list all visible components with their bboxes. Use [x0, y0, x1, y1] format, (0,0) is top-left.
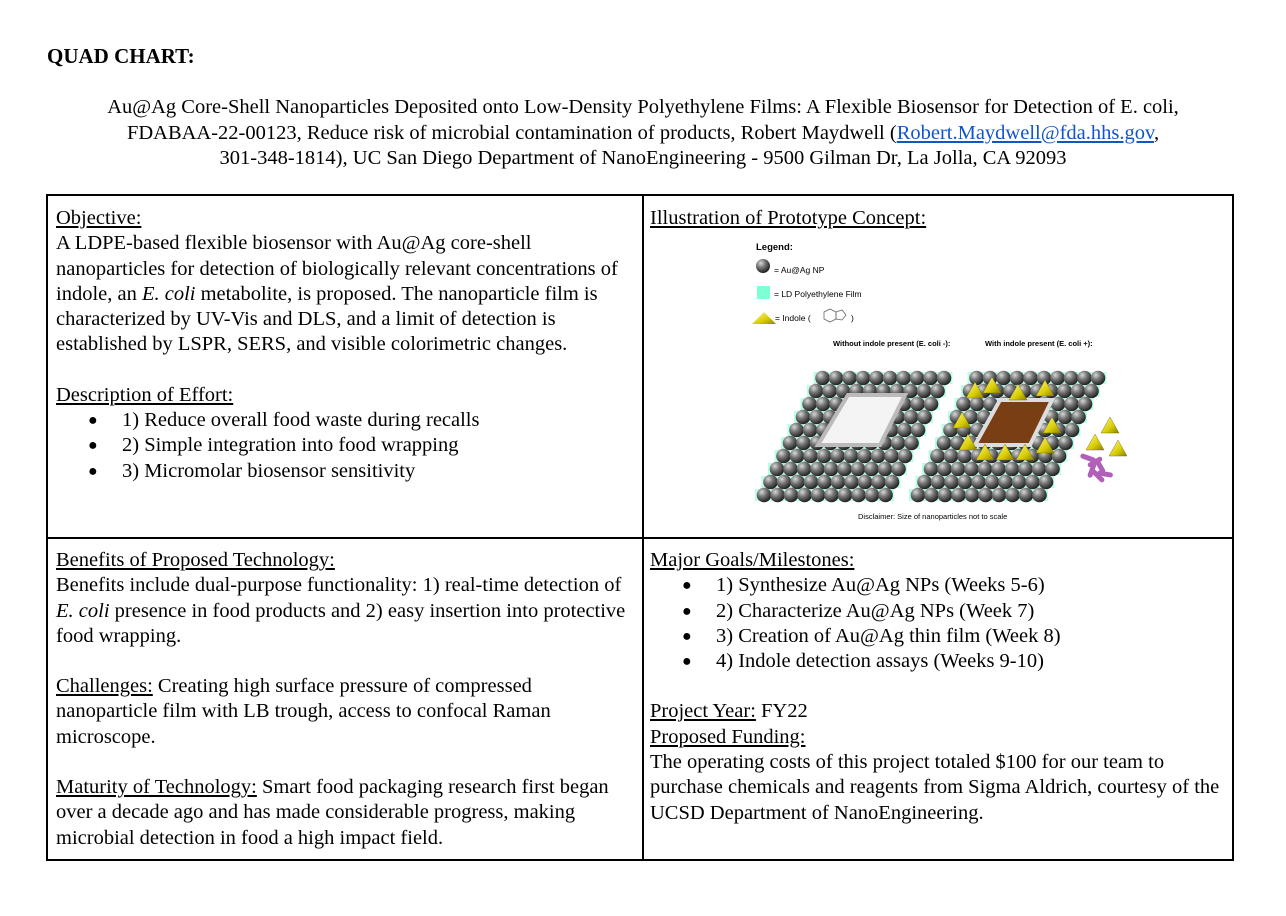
- nanoparticle-films: [755, 371, 1107, 503]
- indole-molecule: [1101, 417, 1119, 433]
- nanoparticle: [789, 423, 804, 438]
- indole-molecule: [1109, 440, 1127, 456]
- nanoparticle: [931, 475, 946, 490]
- illustration-cell: [650, 206, 1230, 231]
- email-link[interactable]: Robert.Maydwell@fda.hhs.gov: [896, 121, 1154, 144]
- nanoparticle: [917, 410, 932, 425]
- nanoparticle: [871, 449, 886, 464]
- nanoparticle: [1064, 397, 1079, 412]
- nanoparticle: [830, 449, 845, 464]
- nanoparticle: [884, 449, 899, 464]
- nanoparticle: [930, 449, 945, 464]
- nanoparticle: [956, 397, 971, 412]
- objective-heading: Objective:: [56, 207, 142, 229]
- nanoparticle: [1032, 462, 1047, 477]
- list-item: ● 3) Micromolar biosensor sensitivity: [56, 459, 636, 484]
- list-item: ● 2) Characterize Au@Ag NPs (Week 7): [650, 599, 1230, 624]
- funding-text: The operating costs of this project totaled $100 for our team to purchase chemicals and reagents from Sigma Aldrich, courtesy of the UCSD Department of NanoEngineering.: [650, 751, 1220, 824]
- nanoparticle: [865, 488, 880, 503]
- header-line-1: Au@Ag Core-Shell Nanoparticles Deposited onto Low-Density Polyethylene Films: A Flexible Biosensor for Detection of E. coli,: [107, 96, 1179, 118]
- nanoparticle: [1025, 475, 1040, 490]
- description-list: [56, 408, 636, 484]
- indole-legend-icon: [752, 312, 776, 324]
- legend-indole-suffix: ): [851, 313, 854, 323]
- nanoparticle: [904, 436, 919, 451]
- nanoparticle: [970, 397, 985, 412]
- list-item: ● 3) Creation of Au@Ag thin film (Week 8): [650, 624, 1230, 649]
- nanoparticle: [777, 475, 792, 490]
- nanoparticle-legend-icon: [756, 259, 770, 273]
- nanoparticle: [817, 475, 832, 490]
- nanoparticle: [810, 462, 825, 477]
- nanoparticle: [1023, 371, 1038, 386]
- nanoparticle: [817, 449, 832, 464]
- nanoparticle: [1064, 371, 1079, 386]
- project-year-value: FY22: [755, 700, 808, 723]
- nanoparticle: [838, 488, 853, 503]
- legend-indole-label: = Indole (: [775, 313, 811, 323]
- nanoparticle: [796, 410, 811, 425]
- objective-text-a: A LDPE-based flexible biosensor with Au@Ag core-shell nanoparticles for detection of biologically relevant concentrations of indole, an: [56, 232, 618, 305]
- nanoparticle: [809, 410, 824, 425]
- list-item: ● 2) Simple integration into food wrapping: [56, 433, 636, 458]
- nanoparticle: [1019, 488, 1034, 503]
- nanoparticle: [871, 475, 886, 490]
- nanoparticle: [776, 449, 791, 464]
- nanoparticle: [957, 449, 972, 464]
- nanoparticle: [924, 488, 939, 503]
- nanoparticle: [911, 423, 926, 438]
- column-divider: [642, 196, 644, 859]
- nanoparticle: [851, 462, 866, 477]
- nanoparticle: [878, 462, 893, 477]
- benefits-text-a: Benefits include dual-purpose functionality: 1) real-time detection of: [56, 574, 622, 597]
- nanoparticle: [978, 488, 993, 503]
- nanoparticle: [802, 397, 817, 412]
- nanoparticle: [896, 371, 911, 386]
- nanoparticle: [917, 475, 932, 490]
- prototype-illustration: [700, 230, 1130, 525]
- nanoparticle: [824, 488, 839, 503]
- challenges-text: Creating high surface pressure of compressed nanoparticle film with LB trough, access to confocal Raman microscope.: [56, 675, 551, 748]
- nanoparticle: [831, 475, 846, 490]
- nanoparticle: [783, 436, 798, 451]
- nanoparticle: [978, 462, 993, 477]
- challenges-heading: Challenges:: [56, 675, 153, 698]
- nanoparticle: [910, 371, 925, 386]
- goals-cell: [650, 548, 1230, 826]
- nanoparticle: [858, 475, 873, 490]
- nanoparticle: [991, 462, 1006, 477]
- header-line-2-text: FDABAA-22-00123, Reduce risk of microbial contamination of products, Robert Maydwell (: [126, 121, 897, 144]
- nanoparticle: [1091, 371, 1106, 386]
- nanoparticle: [944, 449, 959, 464]
- nanoparticle: [809, 384, 824, 399]
- nanoparticle: [937, 436, 952, 451]
- nanoparticle: [944, 475, 959, 490]
- nanoparticle: [770, 488, 785, 503]
- benefits-cell: [56, 548, 636, 851]
- label-with-indole: With indole present (E. coli +):: [985, 339, 1093, 348]
- nanoparticle: [969, 371, 984, 386]
- nanoparticle: [891, 462, 906, 477]
- nanoparticle: [790, 475, 805, 490]
- goals-list: [650, 573, 1230, 674]
- list-item: ● 1) Synthesize Au@Ag NPs (Weeks 5-6): [650, 573, 1230, 598]
- nanoparticle: [1084, 384, 1099, 399]
- nanoparticle: [923, 371, 938, 386]
- disclaimer-text: Disclaimer: Size of nanoparticles not to scale: [858, 512, 1008, 521]
- nanoparticle: [996, 371, 1011, 386]
- nanoparticle: [1058, 436, 1073, 451]
- nanoparticle: [803, 423, 818, 438]
- funding-heading: Proposed Funding:: [650, 725, 806, 748]
- nanoparticle: [938, 488, 953, 503]
- nanoparticle: [1052, 449, 1067, 464]
- nanoparticle: [837, 462, 852, 477]
- nanoparticle: [844, 475, 859, 490]
- benefits-text-italic: E. coli: [56, 599, 110, 622]
- nanoparticle: [1005, 488, 1020, 503]
- nanoparticle: [964, 462, 979, 477]
- illustration-heading: Illustration of Prototype Concept:: [650, 207, 927, 229]
- nanoparticle: [878, 488, 893, 503]
- nanoparticle: [924, 397, 939, 412]
- nanoparticle: [910, 397, 925, 412]
- nanoparticle: [1039, 475, 1054, 490]
- nanoparticle: [1078, 397, 1093, 412]
- nanoparticle: [1005, 462, 1020, 477]
- nanoparticle: [783, 462, 798, 477]
- description-heading: Description of Effort:: [56, 383, 234, 406]
- nanoparticle: [851, 488, 866, 503]
- nanoparticle: [856, 371, 871, 386]
- header-line-2: [40, 121, 1246, 147]
- nanoparticle: [951, 462, 966, 477]
- nanoparticle: [1071, 384, 1086, 399]
- nanoparticle: [1071, 410, 1086, 425]
- nanoparticle: [797, 488, 812, 503]
- indole-molecule: [1086, 434, 1104, 450]
- nanoparticle: [869, 371, 884, 386]
- nanoparticle: [1058, 410, 1073, 425]
- nanoparticle: [803, 449, 818, 464]
- nanoparticle: [965, 488, 980, 503]
- indole-structure-icon: [824, 309, 846, 322]
- header-line-2-suffix: ,: [1153, 121, 1160, 144]
- header-line-3: 301-348-1814), UC San Diego Department of NanoEngineering - 9500 Gilman Dr, La Jolla, CA 92093: [219, 147, 1067, 169]
- nanoparticle: [757, 488, 772, 503]
- nanoparticle: [824, 462, 839, 477]
- nanoparticle: [784, 488, 799, 503]
- nanoparticle: [971, 475, 986, 490]
- nanoparticle: [937, 462, 952, 477]
- nanoparticle: [770, 462, 785, 477]
- objective-cell: [56, 206, 636, 484]
- benefits-heading: Benefits of Proposed Technology:: [56, 549, 335, 571]
- nanoparticle: [917, 384, 932, 399]
- list-item: ● 1) Reduce overall food waste during recalls: [56, 408, 636, 433]
- project-year-label: Project Year:: [650, 700, 756, 723]
- nanoparticle: [796, 436, 811, 451]
- objective-text-italic: E. coli: [141, 282, 196, 305]
- film-legend-icon: [757, 286, 770, 299]
- nanoparticle: [951, 488, 966, 503]
- nanoparticle: [829, 371, 844, 386]
- goals-heading: Major Goals/Milestones:: [650, 549, 855, 571]
- row-divider: [48, 537, 1232, 539]
- nanoparticle: [842, 371, 857, 386]
- nanoparticle: [891, 436, 906, 451]
- nanoparticle: [1010, 371, 1025, 386]
- nanoparticle: [857, 449, 872, 464]
- nanoparticle: [1018, 462, 1033, 477]
- nanoparticle: [1012, 475, 1027, 490]
- label-without-indole: Without indole present (E. coli -):: [833, 339, 951, 348]
- objective-text-b: metabolite, is proposed. The nanoparticle film is characterized by UV-Vis and DLS, and a limit of detection is established by LSPR, SERS, and visible colorimetric changes.: [56, 282, 598, 356]
- objective-text: [56, 231, 636, 357]
- nanoparticle: [998, 475, 1013, 490]
- nanoparticle: [1045, 462, 1060, 477]
- nanoparticle: [911, 488, 926, 503]
- nanoparticle: [958, 475, 973, 490]
- nanoparticle: [937, 371, 952, 386]
- maturity-text: Smart food packaging research first began over a decade ago and has made considerable progress, making microbial detection in food a high impact field.: [56, 776, 609, 849]
- nanoparticle: [790, 449, 805, 464]
- nanoparticle: [822, 384, 837, 399]
- nanoparticle: [816, 397, 831, 412]
- maturity-paragraph: [56, 775, 636, 851]
- nanoparticle: [1077, 371, 1092, 386]
- project-year: [650, 699, 1230, 724]
- nanoparticle: [883, 371, 898, 386]
- nanoparticle: [1065, 423, 1080, 438]
- legend-np-label: = Au@Ag NP: [774, 265, 825, 275]
- nanoparticle: [897, 423, 912, 438]
- nanoparticle: [763, 475, 778, 490]
- nanoparticle: [885, 475, 900, 490]
- nanoparticle: [815, 371, 830, 386]
- legend-title: Legend:: [756, 242, 793, 253]
- legend-film-label: = LD Polyethylene Film: [774, 289, 862, 299]
- nanoparticle: [992, 488, 1007, 503]
- nanoparticle: [924, 462, 939, 477]
- challenges-paragraph: [56, 674, 636, 750]
- nanoparticle: [811, 488, 826, 503]
- nanoparticle: [864, 462, 879, 477]
- maturity-heading: Maturity of Technology:: [56, 776, 257, 799]
- benefits-text-b: presence in food products and 2) easy insertion into protective food wrapping.: [56, 599, 626, 647]
- nanoparticle: [797, 462, 812, 477]
- nanoparticle: [930, 384, 945, 399]
- nanoparticle: [904, 410, 919, 425]
- nanoparticle: [804, 475, 819, 490]
- nanoparticle: [898, 449, 913, 464]
- nanoparticle: [844, 449, 859, 464]
- project-header: [40, 95, 1246, 172]
- nanoparticle: [985, 475, 1000, 490]
- benefits-text: [56, 573, 636, 649]
- nanoparticle: [1032, 488, 1047, 503]
- nanoparticle: [1057, 384, 1072, 399]
- list-item: ● 4) Indole detection assays (Weeks 9-10): [650, 649, 1230, 674]
- page-title: QUAD CHART:: [47, 44, 195, 68]
- nanoparticle: [1050, 371, 1065, 386]
